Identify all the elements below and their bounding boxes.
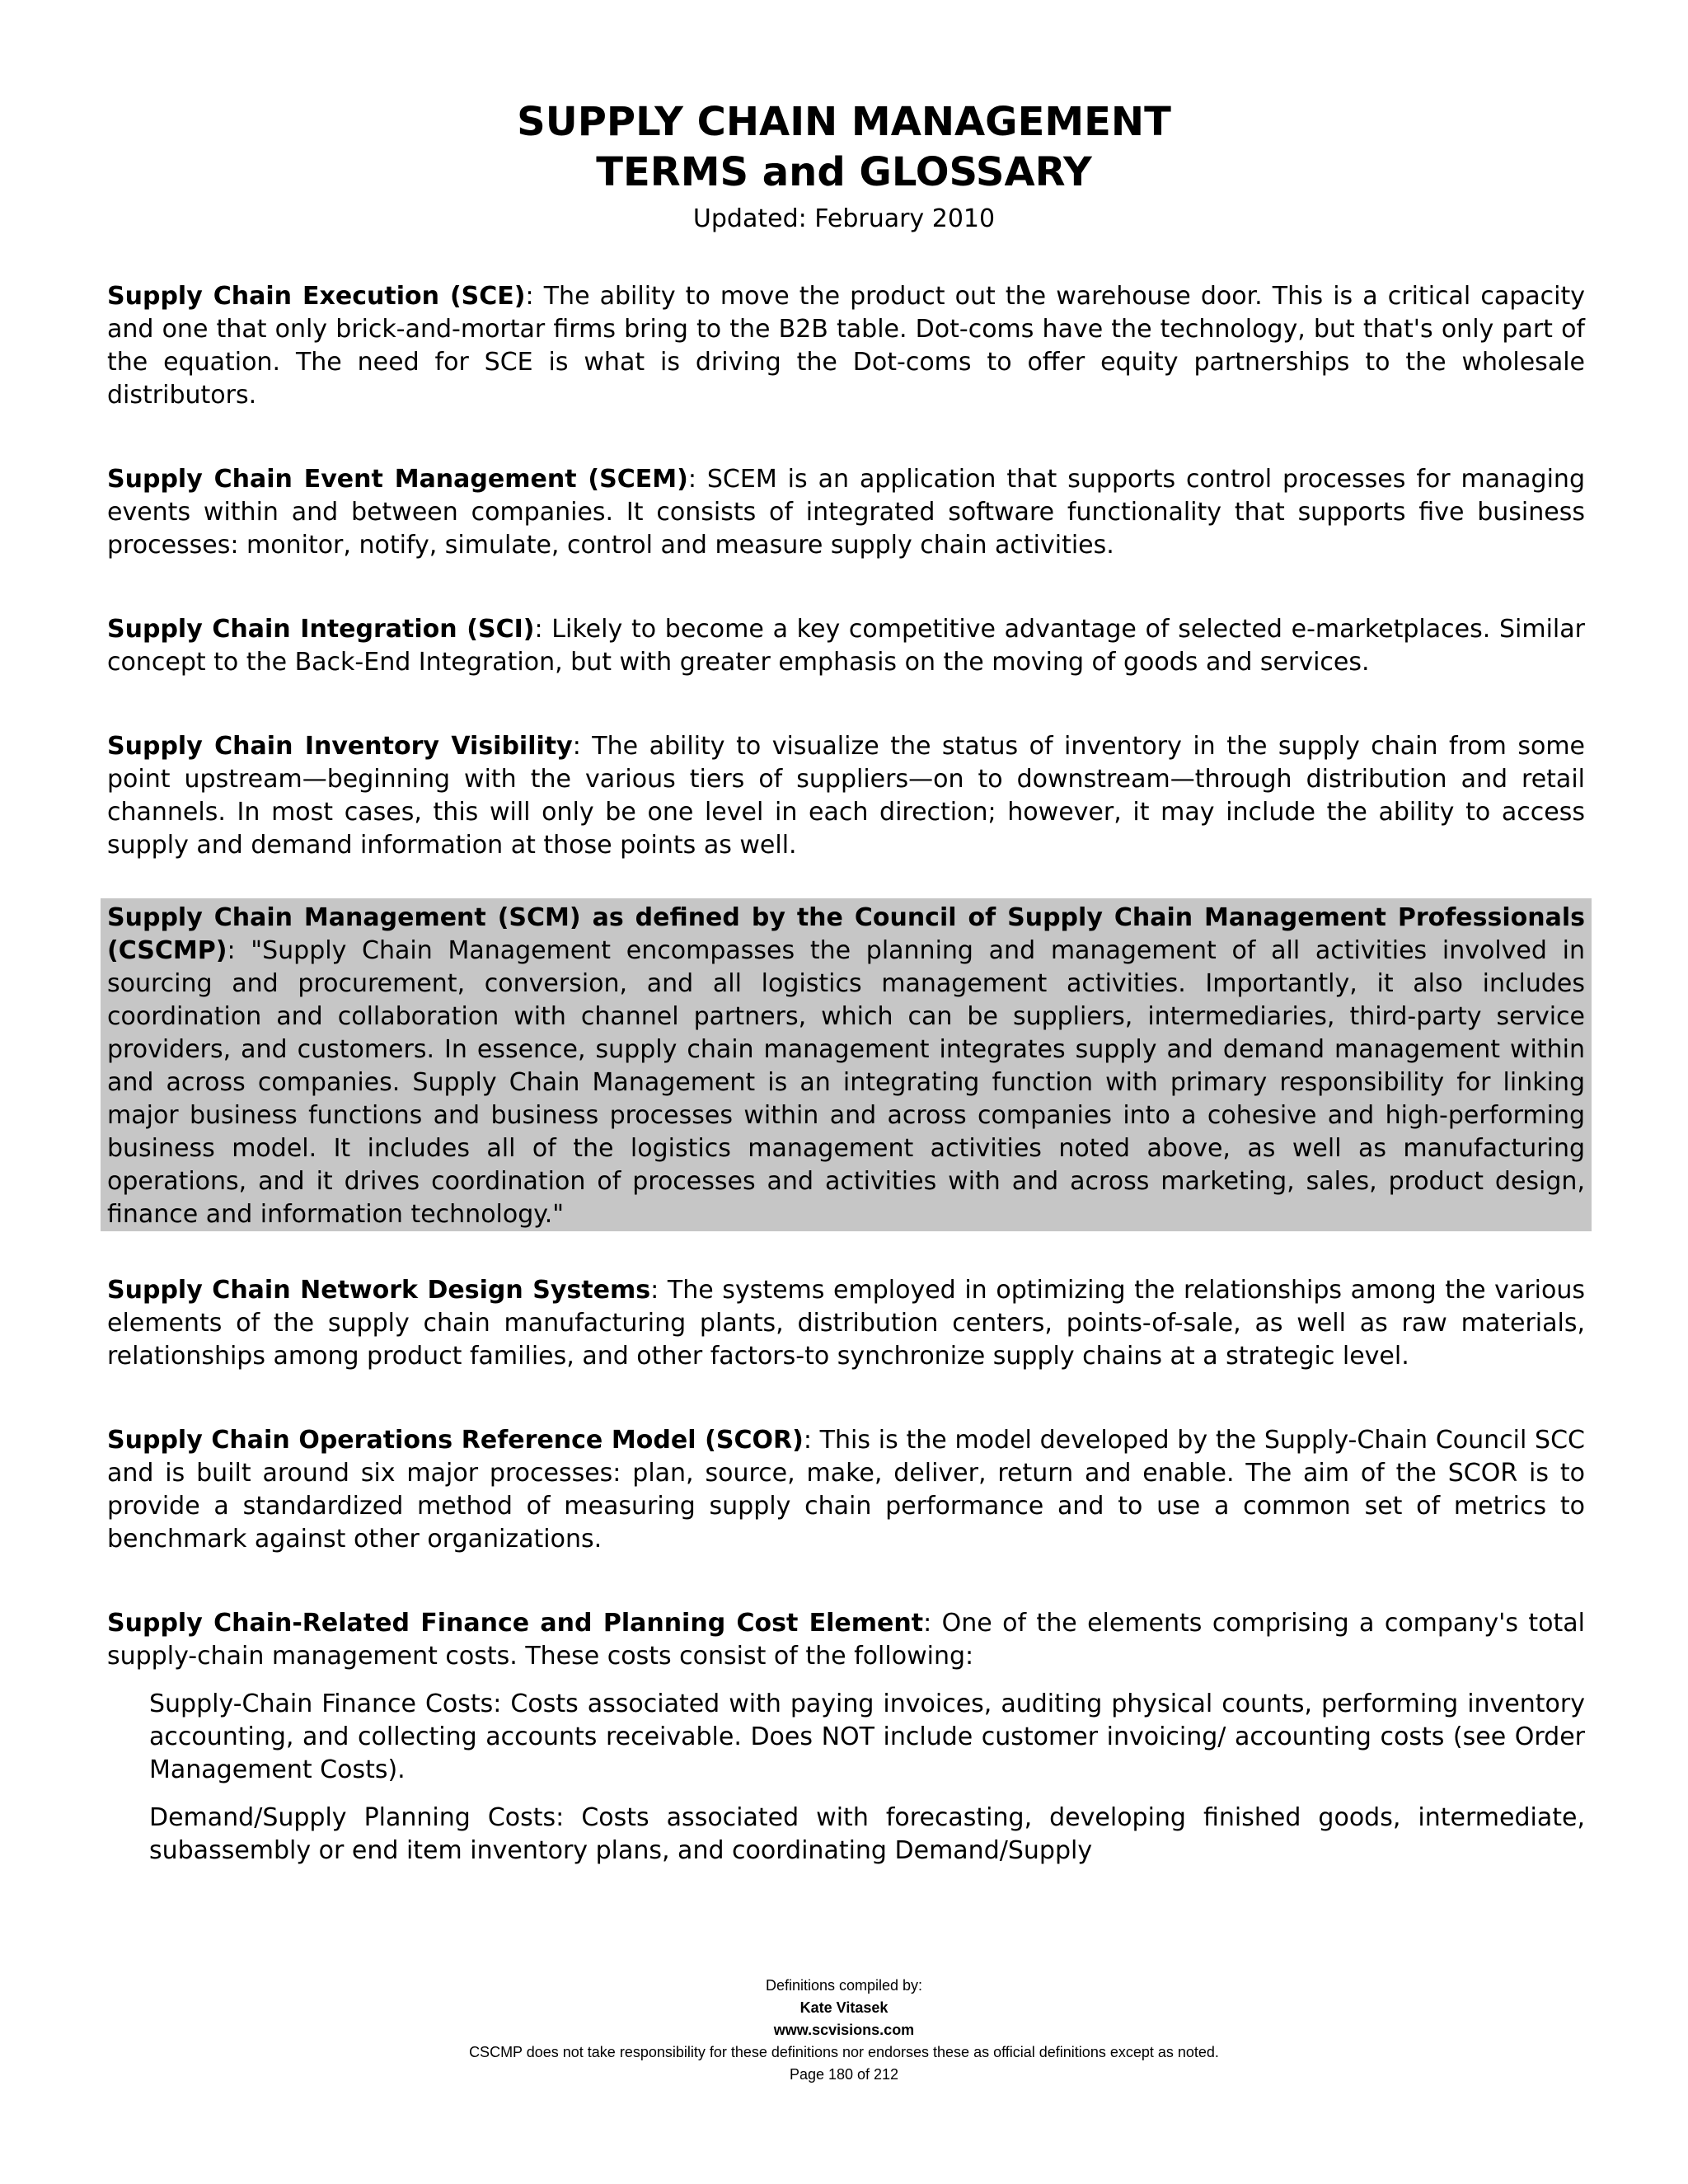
glossary-entry-scm-highlighted (101, 898, 1592, 1231)
glossary-term: Supply Chain Inventory Visibility (107, 732, 573, 761)
glossary-entry-inventory-visibility (107, 730, 1585, 862)
glossary-definition: : The ability to move the product out the warehouse door. This is a critical capacity and one that only brick-and-mortar firms bring to the B2B table. Dot-coms have the technology, but that's only part of the equation. The need for SCE is what is driving the Dot-coms to offer equity partnerships to the wholesale distributors. (107, 282, 1585, 410)
glossary-entry-scem (107, 463, 1585, 562)
footer-page-number: Page 180 of 212 (789, 2066, 899, 2083)
footer-disclaimer: CSCMP does not take responsibility for these definitions nor endorses these as official definitions except as noted. (469, 2044, 1219, 2060)
glossary-entry-sce (107, 280, 1585, 412)
document-footer (0, 1975, 1688, 2086)
glossary-entry-finance-planning-intro (107, 1607, 1585, 1673)
updated-date: Updated: February 2010 (692, 204, 996, 233)
document-header (0, 97, 1688, 236)
glossary-term: Supply Chain Network Design Systems (107, 1276, 651, 1305)
glossary-entry-network-design (107, 1274, 1585, 1373)
title-line-2: TERMS and GLOSSARY (596, 149, 1092, 195)
glossary-term: Supply Chain Integration (SCI) (107, 615, 535, 644)
glossary-definition: : The ability to visualize the status of inventory in the supply chain from some point upstream—beginning with the various tiers of suppliers—on to downstream—through distribution and retail channels. In most cases, this will only be one level in each direction; however, it may include the ability to access supply and demand information at those points as well. (107, 732, 1585, 860)
footer-website: www.scvisions.com (773, 2022, 915, 2038)
glossary-body (107, 280, 1585, 1868)
glossary-definition: : The systems employed in optimizing the relationships among the various elements of the supply chain manufacturing plants, distribution centers, points-of-sale, as well as raw materials, relationships among product families, and other factors-to synchronize supply chains at a strategic level. (107, 1276, 1585, 1371)
footer-author: Kate Vitasek (799, 1999, 889, 2016)
glossary-entry-sci (107, 613, 1585, 679)
glossary-term: Supply Chain-Related Finance and Planning Cost Element (107, 1609, 924, 1638)
sub-item-planning-costs: Demand/Supply Planning Costs: Costs associated with forecasting, developing finished goods, intermediate, subassembly or end item inventory plans, and coordinating Demand/Supply (149, 1803, 1585, 1865)
glossary-term: Supply Chain Operations Reference Model (SCOR) (107, 1426, 804, 1455)
glossary-definition: : SCEM is an application that supports control processes for managing events within and between companies. It consists of integrated software functionality that supports five business processes: monitor, notify, simulate, control and measure supply chain activities. (107, 465, 1585, 560)
glossary-definition: : This is the model developed by the Supply-Chain Council SCC and is built around six major processes: plan, source, make, deliver, return and enable. The aim of the SCOR is to provide a standardized method of measuring supply chain performance and to use a common set of metrics to benchmark against other organizations. (107, 1426, 1585, 1554)
sub-item-finance-costs: Supply-Chain Finance Costs: Costs associated with paying invoices, auditing physical counts, performing inventory accounting, and collecting accounts receivable. Does NOT include customer invoicing/ accounting costs (see Order Management Costs). (149, 1690, 1585, 1784)
glossary-definition: : One of the elements comprising a company's total supply-chain management costs. These costs consist of the following: (107, 1609, 1585, 1671)
glossary-definition: : "Supply Chain Management encompasses the planning and management of all activities involved in sourcing and procurement, conversion, and all logistics management activities. Importantly, it also includes coordination and collaboration with channel partners, which can be suppliers, intermediaries, third-party service providers, and customers. In essence, supply chain management integrates supply and demand management within and across companies. Supply Chain Management is an integrating function with primary responsibility for linking major business functions and business processes within and across companies into a cohesive and high-performing business model. It includes all of the logistics management activities noted above, as well as manufacturing operations, and it drives coordination of processes and activities with and across marketing, sales, product design, finance and information technology." (107, 936, 1585, 1229)
footer-compiled-by: Definitions compiled by: (765, 1977, 923, 1994)
glossary-term: Supply Chain Event Management (SCEM) (107, 465, 688, 494)
glossary-term: Supply Chain Execution (SCE) (107, 282, 526, 311)
glossary-entry-scor (107, 1424, 1585, 1556)
glossary-term: Supply Chain Management (SCM) as defined by the Council of Supply Chain Management Professionals (CSCMP) (107, 903, 1585, 965)
glossary-entry-finance-planning (107, 1607, 1585, 1868)
title-line-1: SUPPLY CHAIN MANAGEMENT (517, 99, 1171, 145)
glossary-definition: : Likely to become a key competitive advantage of selected e-marketplaces. Similar concept to the Back-End Integration, but with greater emphasis on the moving of goods and services. (107, 615, 1585, 677)
